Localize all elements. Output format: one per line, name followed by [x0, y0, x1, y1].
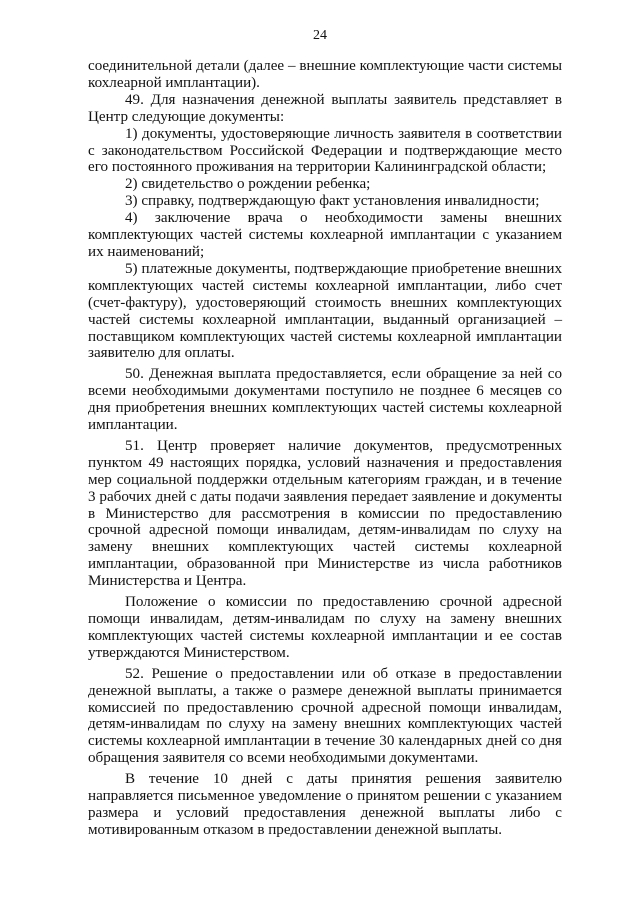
document-body [88, 58, 562, 839]
paragraph-52: 52. Решение о предоставлении или об отказе в предоставлении денежной выплаты, а также о размере денежной выплаты принимается комиссией по предоставлению срочной адресной помощи инвалидам, детям-инвалидам по слуху на замену внешних комплектующих частей системы кохлеарной имплантации в течение 30 календарных дней со дня обращения заявителя со всеми необходимыми документами. [88, 665, 562, 767]
list-item-2: 2) свидетельство о рождении ребенка; [125, 176, 371, 193]
list-item-3: 3) справку, подтверждающую факт установления инвалидности; [125, 193, 540, 210]
list-item-5: 5) платежные документы, подтверждающие приобретение внешних комплектующих частей системы кохлеарной имплантации, либо счет (счет-фактуру), удостоверяющий стоимость внешних комплектующих частей системы кохлеарной имплантации, выданный организацией – поставщиком комплектующих частей системы кохлеарной имплантации заявителю для оплаты. [88, 260, 562, 362]
paragraph-notification: В течение 10 дней с даты принятия решения заявителю направляется письменное уведомление о принятом решении с указанием размера и условий предоставления денежной выплаты либо с мотивированным отказом в предоставлении денежной выплаты. [88, 771, 562, 838]
list-item-1: 1) документы, удостоверяющие личность заявителя в соответствии с законодательством Российской Федерации и подтверждающие место его постоянного проживания на территории Калининградской области; [88, 125, 562, 176]
list-item-4: 4) заключение врача о необходимости замены внешних комплектующих частей системы кохлеарной имплантации с указанием их наименований; [88, 210, 562, 260]
page-number: 24 [313, 28, 327, 43]
paragraph-commission-regulation: Положение о комиссии по предоставлению срочной адресной помощи инвалидам, детям-инвалидам по слуху на замену внешних комплектующих частей системы кохлеарной имплантации и ее состав утверждаются Министерством. [88, 594, 562, 661]
paragraph-continuation: соединительной детали (далее – внешние комплектующие части системы кохлеарной имплантации). [88, 58, 562, 91]
paragraph-51: 51. Центр проверяет наличие документов, предусмотренных пунктом 49 настоящих порядка, условий назначения и предоставления мер социальной поддержки отдельным категориям граждан, и в течение 3 рабочих дней с даты подачи заявления передает заявление и документы в Министерство для рассмотрения в комиссии по предоставлению срочной адресной помощи инвалидам, детям-инвалидам по слуху на замену внешних комплектующих частей системы кохлеарной имплантации, образованной при Министерстве из числа работников Министерства и Центра. [88, 437, 562, 590]
paragraph-49: 49. Для назначения денежной выплаты заявитель представляет в Центр следующие документы: [88, 91, 562, 125]
paragraph-50: 50. Денежная выплата предоставляется, если обращение за ней со всеми необходимыми документами поступило не позднее 6 месяцев со дня приобретения внешних комплектующих частей системы кохлеарной имплантации. [88, 366, 562, 434]
